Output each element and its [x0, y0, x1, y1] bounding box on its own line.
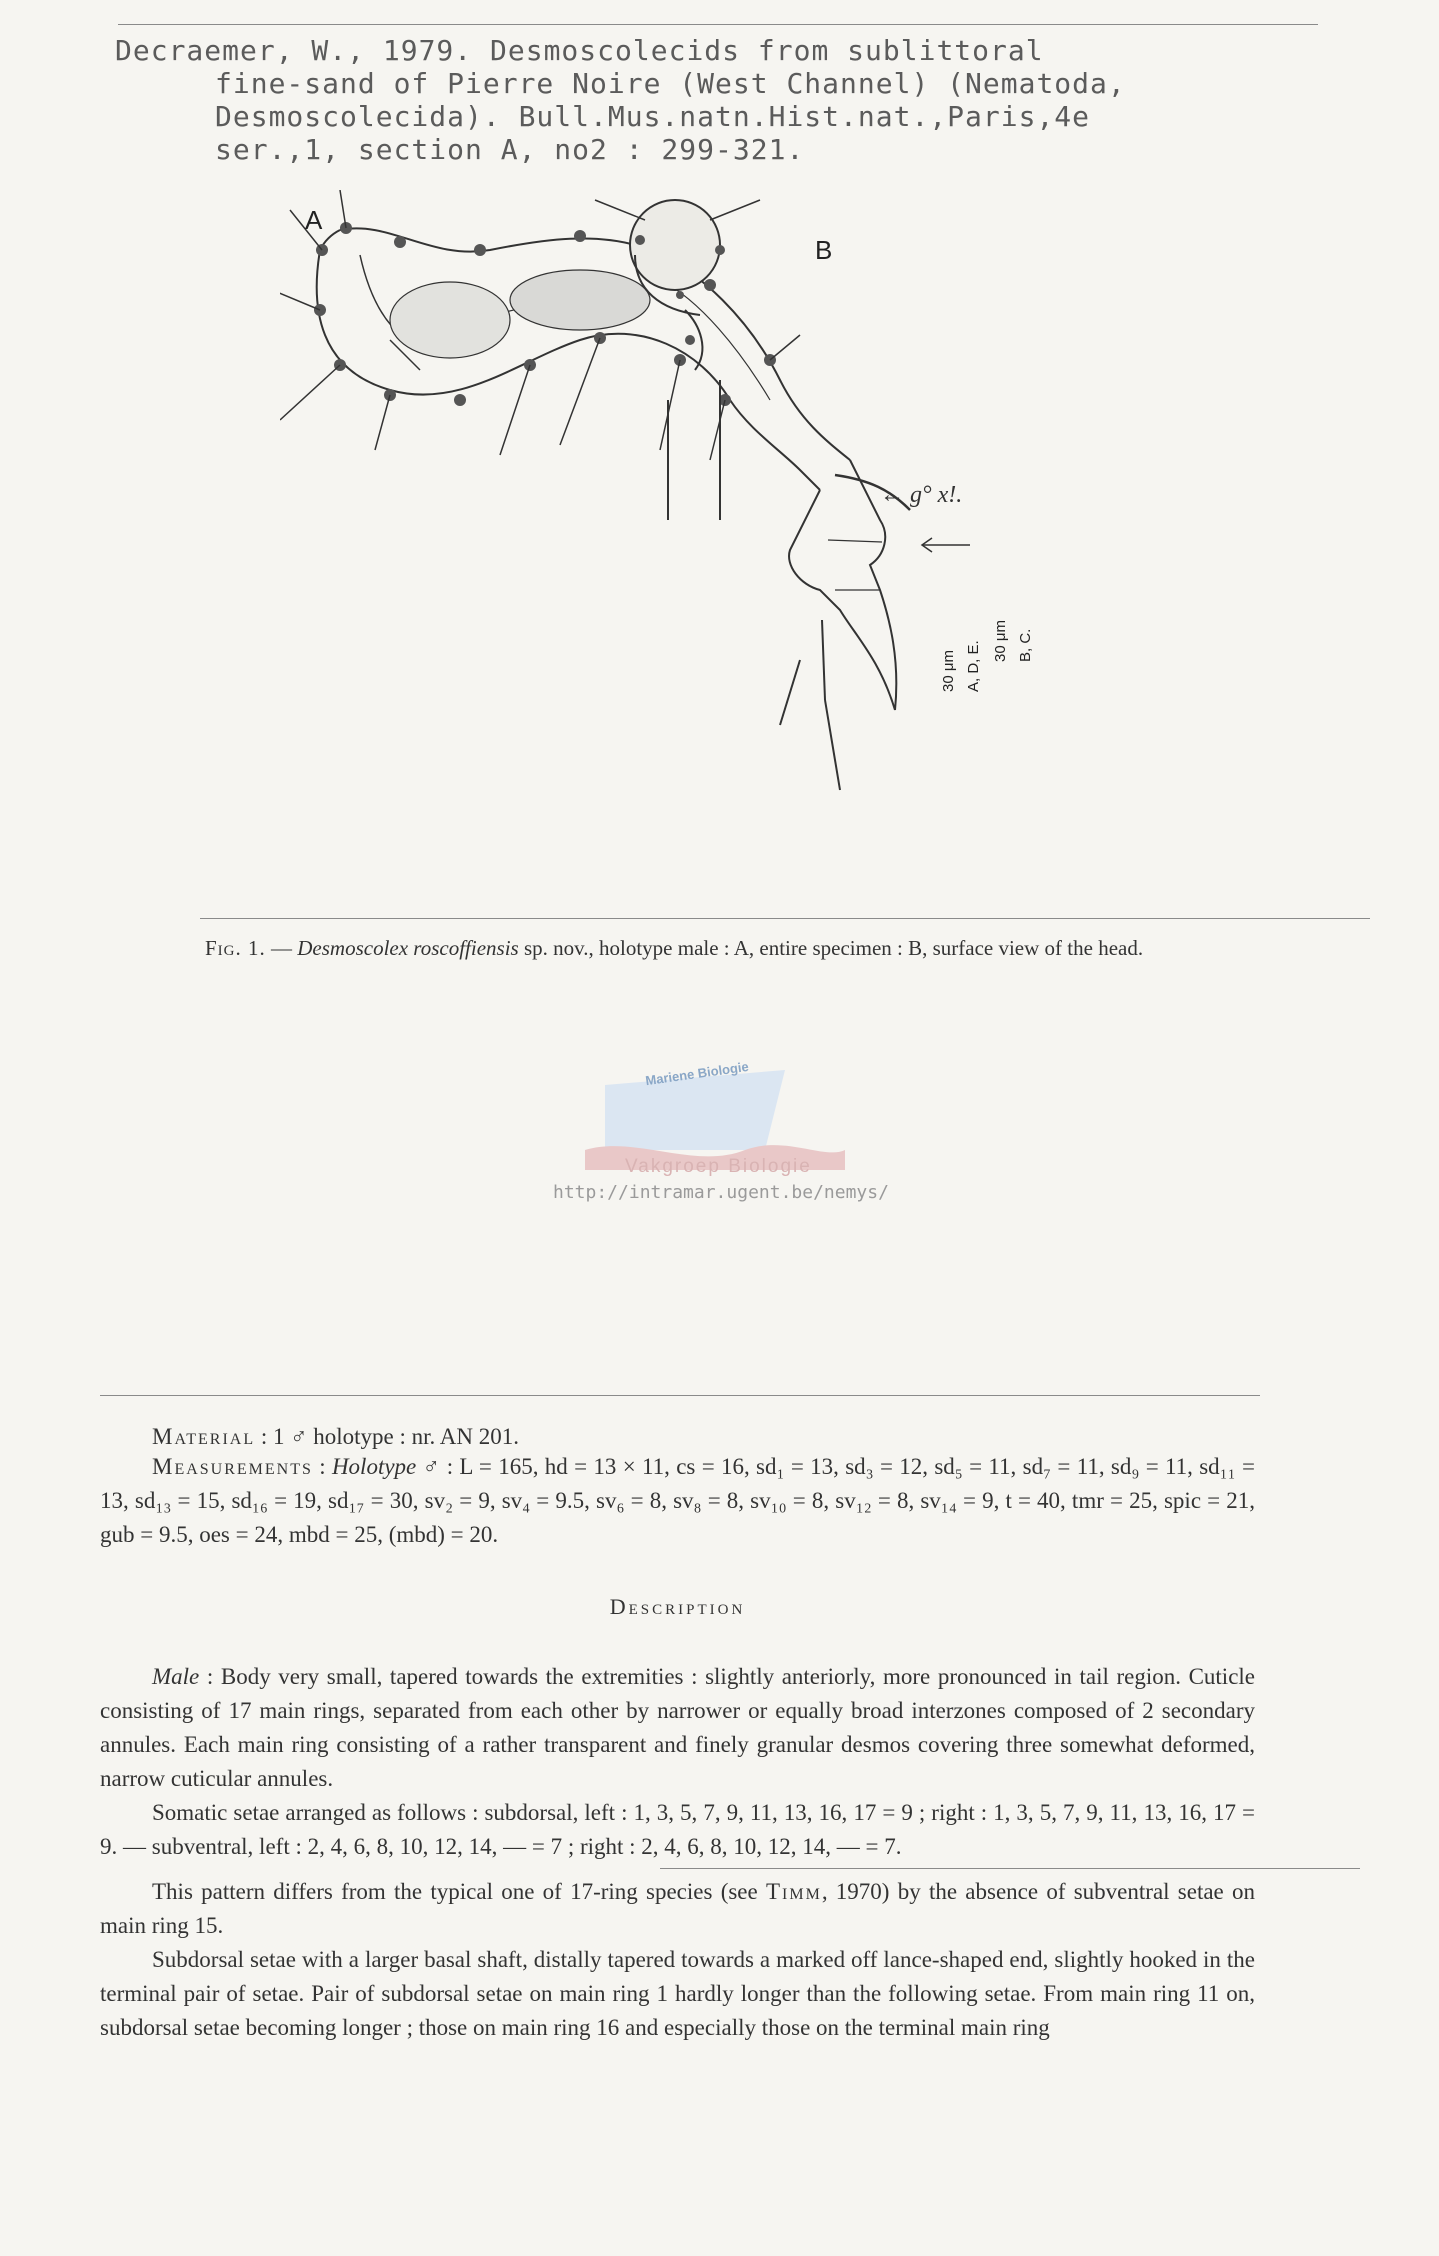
description-p3-b: , 1970) by the absence of subventral setae on main ring 15. — [100, 1879, 1255, 1938]
description-p1 — [100, 1660, 1255, 1796]
top-rule — [118, 24, 1318, 25]
material-label: Material — [152, 1424, 256, 1449]
scale-label-right: 30 μm — [992, 620, 1009, 662]
scale-label-right-sub: B, C. — [1017, 628, 1034, 662]
description-body — [100, 1660, 1255, 2045]
citation-line-3: Desmoscolecida). Bull.Mus.natn.Hist.nat.,Paris,4e — [215, 100, 1091, 133]
description-p3-a: This pattern differs from the typical one of 17-ring species (see — [152, 1879, 766, 1904]
citation — [115, 34, 1265, 166]
male-label: Male — [152, 1664, 200, 1689]
material-paragraph — [100, 1420, 1255, 1454]
scale-label-left-sub: A, D, E. — [965, 640, 982, 692]
caption-species: Desmoscolex roscoffiensis — [297, 936, 519, 960]
measurements-paragraph: Measurements : Holotype ♂ : L = 165, hd = 13 × 11, cs = 16, sd₁ = 13, sd₃ = 12, sd₅ = 11, sd₇ = 11, sd₉ = 11, sd₁₁ = 13, sd₁₃ = 15, sd₁₆ = 19, sd₁₇ = 30, sv₂ = 9, sv₄ = 9.5, sv₆ = 8, sv₈ = 8, sv₁₀ = 8, sv₁₂ = 8, sv₁₄ = 9, t = 40, tmr = 25, spic = 21, gub = 9.5, oes = 24, mbd = 25, (mbd) = 20. — [100, 1454, 1255, 1547]
measurements-holotype: Holotype — [331, 1454, 417, 1479]
description-p3 — [100, 1875, 1255, 1943]
watermark-title: Mariene Biologie — [644, 1058, 750, 1089]
description-p1-text: : Body very small, tapered towards the extremities : slightly anteriorly, more pronounced in tail region. Cuticle consisting of 17 main rings, separated from each other by narrower or equally broad interzones composed of 2 secondary annules. Each main ring consisting of a rather transparent and finely granular desmos covering three somewhat deformed, narrow cuticular annules. — [100, 1664, 1255, 1791]
material-text: : 1 ♂ holotype : nr. AN 201. — [255, 1424, 519, 1449]
figure-rule — [200, 918, 1370, 919]
figure-annotation: ← g° x!. — [880, 482, 963, 508]
description-p3-author: Timm — [765, 1879, 822, 1904]
citation-line-1: Decraemer, W., 1979. Desmoscolecids from sublittoral — [115, 34, 1044, 67]
caption-rest: sp. nov., holotype male : A, entire specimen : B, surface view of the head. — [518, 936, 1144, 960]
figure-label-b: B — [815, 235, 833, 265]
caption-dash: — — [265, 936, 298, 960]
measurements-label: Measurements — [152, 1454, 313, 1479]
description-heading: Description — [609, 1594, 746, 1619]
citation-line-4: ser.,1, section A, no2 : 299-321. — [215, 133, 805, 166]
watermark-url[interactable]: http://intramar.ugent.be/nemys/ — [553, 1182, 889, 1203]
caption-fig-label: Fig. 1. — [205, 936, 266, 960]
description-p2: Somatic setae arranged as follows : subdorsal, left : 1, 3, 5, 7, 9, 11, 13, 16, 17 = 9 ; right : 1, 3, 5, 7, 9, 11, 13, 16, 17 = 9. — subventral, left : 2, 4, 6, 8, 10, 12, 14, — = 7 ; right : 2, 4, 6, 8, 10, 12, 14, — = 7. — [100, 1800, 1255, 1859]
citation-line-2: fine-sand of Pierre Noire (West Channel) (Nematoda, — [215, 67, 1126, 100]
scale-label-left: 30 μm — [940, 650, 957, 692]
measurements-text: ♂ : L = 165, hd = 13 × 11, cs = 16, sd₁ = 13, sd₃ = 12, sd₅ = 11, sd₇ = 11, sd₉ = 11, sd₁₁ = 13, sd₁₃ = 15, sd₁₆ = 19, sd₁₇ = 30, sv₂ = 9, sv₄ = 9.5, sv₆ = 8, sv₈ = 8, sv₁₀ = 8, sv₁₂ = 8, sv₁₄ = 9, t = 40, tmr = 25, spic = 21, gub = 9.5, oes = 24, mbd = 25, (mbd) = 20. — [100, 1454, 1255, 1547]
description-p4: Subdorsal setae with a larger basal shaft, distally tapered towards a marked off lance-shaped end, slightly hooked in the terminal pair of setae. Pair of subdorsal setae on main ring 1 hardly longer than the following setae. From main ring 11 on, subdorsal setae becoming longer ; those on main ring 16 and especially those on the terminal main ring — [100, 1947, 1255, 2040]
watermark-group: Vakgroep Biologie — [625, 1156, 812, 1177]
section-rule — [100, 1395, 1260, 1396]
paragraph-rule — [660, 1868, 1360, 1869]
figure-caption — [205, 936, 1365, 961]
figure-label-a: A — [305, 205, 323, 235]
figure-1 — [280, 190, 1200, 850]
nematode-drawing — [280, 190, 1200, 850]
